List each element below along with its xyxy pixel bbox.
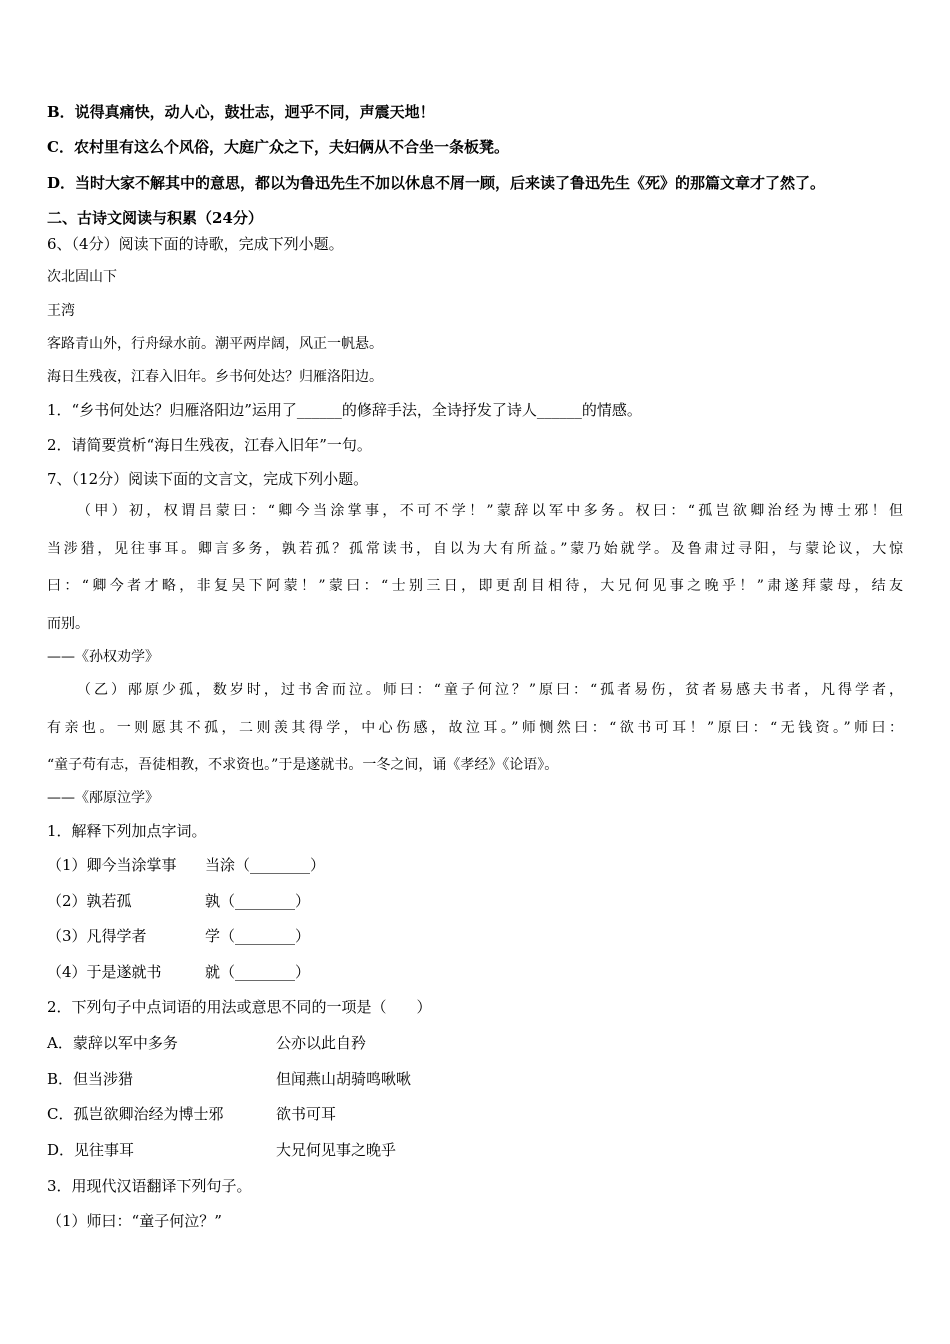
- word-gloss-blank: 当涂（________）: [205, 856, 326, 874]
- choice-right: 公亦以此自矜: [276, 1034, 367, 1052]
- poem-line: 海日生残夜，江春入旧年。乡书何处达？归雁洛阳边。: [47, 369, 383, 385]
- poem-line: 客路青山外，行舟绿水前。潮平两岸阔，风正一帆悬。: [47, 336, 383, 352]
- q7-sub3: 3．用现代汉语翻译下列句子。: [47, 1177, 252, 1195]
- option-d: D．当时大家不解其中的意思，都以为鲁迅先生不加以休息不屑一顾，后来读了鲁迅先生《死》的那篇文章才了然了。: [47, 174, 826, 192]
- passage-yi-line: “童子苟有志，吾徒相教，不求资也。”于是遂就书。一冬之间，诵《孝经》《论语》。: [47, 757, 559, 773]
- word-phrase: （4）于是遂就书: [47, 963, 162, 981]
- passage-jia-source: ——《孙权劝学》: [47, 649, 159, 665]
- word-gloss-blank: 孰（________）: [205, 892, 311, 910]
- choice-left: B．但当涉猎: [47, 1070, 134, 1088]
- passage-jia-line: 当涉猎，见往事耳。卿言多务，孰若孤？孤常读书，自以为大有所益。”蒙乃始就学。及鲁肃过寻阳，与蒙论议，大惊: [47, 541, 903, 557]
- q7-sub3-item: （1）师曰：“童子何泣？”: [47, 1212, 222, 1230]
- poem-title: 次北固山下: [47, 269, 117, 285]
- option-b: B．说得真痛快，动人心，鼓壮志，迥乎不同，声震天地！: [47, 103, 435, 121]
- word-gloss-blank: 学（________）: [205, 927, 311, 945]
- q6-sub1: 1．“乡书何处达？归雁洛阳边”运用了______的修辞手法，全诗抒发了诗人______的情感。: [47, 401, 642, 419]
- passage-jia-line: 而别。: [47, 616, 89, 632]
- word-phrase: （2）孰若孤: [47, 892, 132, 910]
- choice-right: 大兄何见事之晚乎: [276, 1141, 397, 1159]
- q7-sub1: 1．解释下列加点字词。: [47, 822, 207, 840]
- section-title: 二、古诗文阅读与积累（24分）: [47, 209, 263, 227]
- q6-stem: 6、（4分）阅读下面的诗歌，完成下列小题。: [47, 235, 344, 253]
- choice-right: 但闻燕山胡骑鸣啾啾: [276, 1070, 412, 1088]
- choice-left: D．见往事耳: [47, 1141, 135, 1159]
- option-c: C．农村里有这么个风俗，大庭广众之下，夫妇俩从不合坐一条板凳。: [47, 138, 509, 156]
- poem-author: 王湾: [47, 303, 75, 319]
- word-gloss-blank: 就（________）: [205, 963, 311, 981]
- choice-left: A．蒙辞以军中多务: [47, 1034, 178, 1052]
- passage-yi-source: ——《邴原泣学》: [47, 790, 159, 806]
- passage-yi-line: 有亲也。一则愿其不孤，二则羡其得学，中心伤感，故泣耳。”师恻然曰：“欲书可耳！”原曰：“无钱资。”师曰：: [47, 720, 903, 736]
- passage-yi-line: （乙）邴原少孤，数岁时，过书舍而泣。师曰：“童子何泣？”原曰：“孤者易伤，贫者易感夫书者，凡得学者，: [77, 682, 903, 698]
- choice-left: C．孤岂欲卿治经为博士邪: [47, 1105, 224, 1123]
- passage-jia-line: 曰：“卿今者才略，非复吴下阿蒙！”蒙曰：“士别三日，即更刮目相待，大兄何见事之晚乎！”肃遂拜蒙母，结友: [47, 578, 903, 594]
- q7-stem: 7、（12分）阅读下面的文言文，完成下列小题。: [47, 470, 369, 488]
- q7-sub2: 2．下列句子中点词语的用法或意思不同的一项是（ ）: [47, 998, 432, 1016]
- passage-jia-line: （甲）初，权谓吕蒙曰：“卿今当涂掌事，不可不学！”蒙辞以军中多务。权曰：“孤岂欲卿治经为博士邪！但: [77, 503, 903, 519]
- choice-right: 欲书可耳: [276, 1105, 337, 1123]
- word-phrase: （3）凡得学者: [47, 927, 147, 945]
- word-phrase: （1）卿今当涂掌事: [47, 856, 177, 874]
- q6-sub2: 2．请简要赏析“海日生残夜，江春入旧年”一句。: [47, 436, 372, 454]
